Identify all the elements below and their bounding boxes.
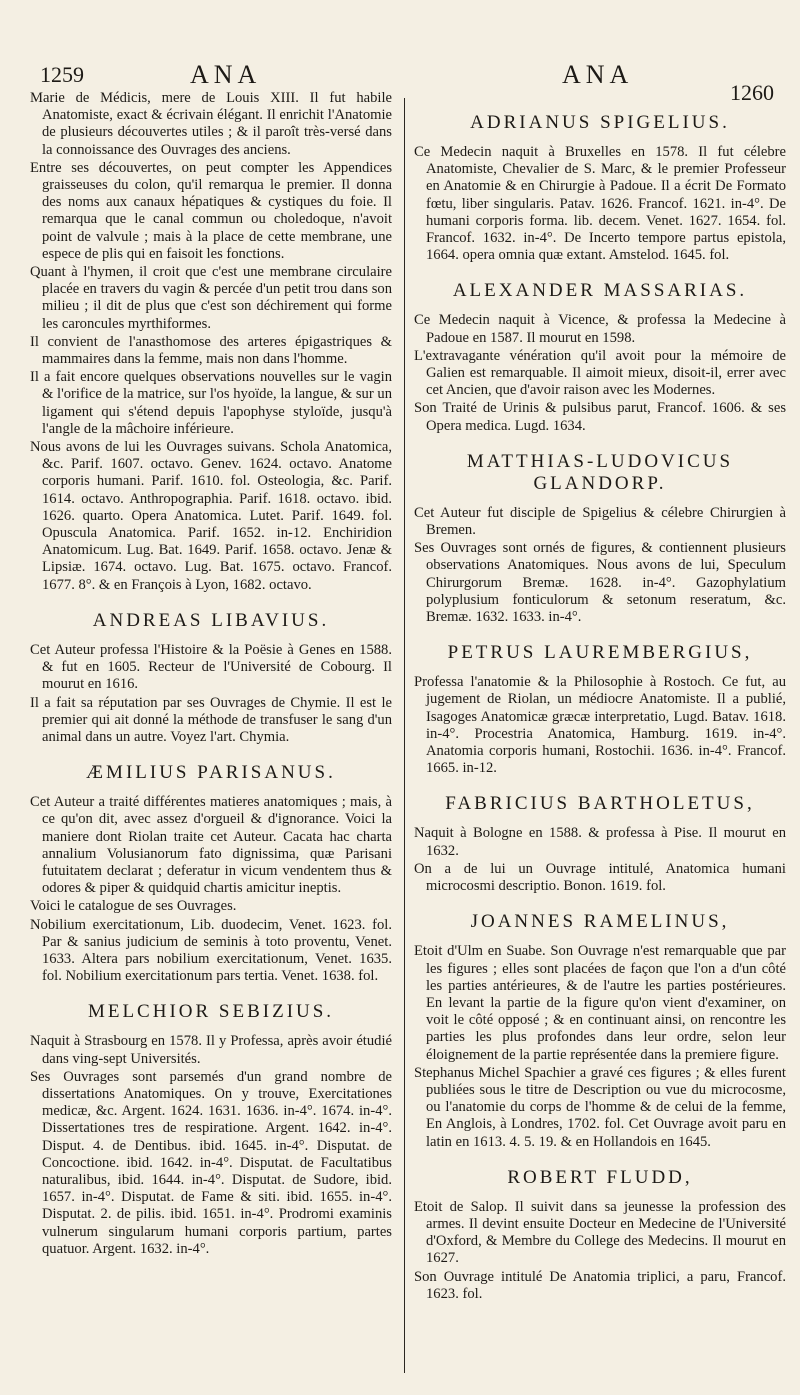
entry-paragraph: Nobilium exercitationum, Lib. duodecim, Venet. 1623. fol. Par & sanius judicium de seminis à toto proventu, Venet. 1633. Altera pars nobilium exercitationum, Venet. 1635. fol. Nobilium exercitationum pars tertia. Venet. 1638. fol. bbox=[30, 916, 392, 985]
entry-paragraph: Ce Medecin naquit à Bruxelles en 1578. Il fut célebre Anatomiste, Chevalier de S. Marc, & le premier Professeur en Anatomie & en Chirurgie à Padoue. Il a écrit De Formato fœtu, liber singularis. Patav. 1626. Francof. 1621. in-4°. De humani corporis forma. lib. decem. Venet. 1627. 1654. fol. Francof. 1632. in-4°. De Incerto tempore partus epistola, 1664. opera omnia quæ extant. Amstelod. 1645. fol. bbox=[414, 144, 786, 264]
entry-paragraph: Cet Auteur professa l'Histoire & la Poësie à Genes en 1588. & fut en 1605. Recteur de l'Université de Cobourg. Il mourut en 1616. bbox=[30, 641, 392, 693]
intro-paragraph: Il convient de l'anasthomose des arteres épigastriques & mammaires dans la femme, mais non dans l'homme. bbox=[30, 333, 392, 368]
left-running-head: ANA bbox=[190, 60, 262, 89]
intro-paragraph: Nous avons de lui les Ouvrages suivans. Schola Anatomica, &c. Parif. 1607. octavo. Genev. 1624. octavo. Anatome corporis humani. Parif. 1610. fol. Osteologia, &c. Parif. 1614. octavo. Anthropographia. Parif. 1618. octavo. ibid. 1626. quarto. Opera Anatomica. Lutet. Parif. 1649. fol. Opuscula Anatomica. Parif. 1652. in-12. Enchiridion Anatomicum. Lug. Bat. 1649. Parif. 1658. octavo. Jenæ & Lipsiæ. 1674. octavo. Lug. Bat. 1675. octavo. Francof. 1677. 8°. & en François à Lyon, 1682. octavo. bbox=[30, 439, 392, 593]
entry-title-milius-parisanus: ÆMILIUS PARISANUS. bbox=[86, 762, 336, 784]
entry-title-fabricius-bartholetus: FABRICIUS BARTHOLETUS, bbox=[445, 793, 755, 815]
entry-paragraph: L'extravagante vénération qu'il avoit pour la mémoire de Galien est remarquable. Il aimoit mieux, disoit-il, errer avec cet Ancien, que d'avoir raison avec les Modernes. bbox=[414, 347, 786, 399]
entry-paragraph: On a de lui un Ouvrage intitulé, Anatomica humani microcosmi descriptio. Bonon. 1619. fol. bbox=[414, 860, 786, 895]
entry-paragraph: Etoit de Salop. Il suivit dans sa jeunesse la profession des armes. Il devint ensuite Docteur en Medecine de l'Université d'Oxford, & Membre du College des Medecins. Il mourut en 1627. bbox=[414, 1198, 786, 1267]
right-column bbox=[414, 112, 786, 1303]
entry-paragraph: Naquit à Strasbourg en 1578. Il y Professa, après avoir étudié dans ving-sept Universités. bbox=[30, 1033, 392, 1067]
entry-paragraph: Son Ouvrage intitulé De Anatomia triplici, a paru, Francof. 1623. fol. bbox=[414, 1268, 786, 1302]
entry-title-matthias-ludovicus-glandorp: MATTHIAS-LUDOVICUS GLANDORP. bbox=[466, 450, 734, 494]
entry-paragraph: Cet Auteur a traité différentes matieres anatomiques ; mais, à ce qu'on dit, avec assez d'orgueil & d'ignorance. Voici la maniere dont Riolan traite cet Auteur. Cacata hac charta annalium Volusianorum fato dignissima, quæ Parisani futuitatem declarat ; deferatur in vicum vendentem thus & odores & piper & quidquid chartis amicitur ineptis. bbox=[30, 794, 392, 897]
entry-paragraph: Etoit d'Ulm en Suabe. Son Ouvrage n'est remarquable que par les figures ; elles sont placées de façon que l'on a d'un côté les parties antérieures, & de l'autre les parties postérieures. En levant la partie de la figure qu'on vient d'examiner, on voit le côté opposé ; & en continuant ainsi, on rencontre les parties les plus profondes dans leur ordre, selon leur éloignement de la partie représentée dans la premiere figure. bbox=[414, 943, 786, 1063]
entry-paragraph: Son Traité de Urinis & pulsibus parut, Francof. 1606. & ses Opera medica. Lugd. 1634. bbox=[414, 400, 786, 434]
entry-paragraph: Cet Auteur fut disciple de Spigelius & célebre Chirurgien à Bremen. bbox=[414, 504, 786, 539]
entry-title-melchior-sebizius: MELCHIOR SEBIZIUS. bbox=[87, 1001, 335, 1023]
right-page-number: 1260 bbox=[730, 80, 774, 105]
intro-paragraph: Quant à l'hymen, il croit que c'est une membrane circulaire placée en travers du vagin & percée d'un petit trou dans son milieu ; il dit de plus que c'est son déchirement qui forme les caroncules myrthiformes. bbox=[30, 264, 392, 332]
entry-paragraph: Ses Ouvrages sont ornés de figures, & contiennent plusieurs observations Anatomiques. Nous avons de lui, Speculum Chirurgorum Bremæ. 1628. in-4°. Gazophylatium polyplusium fonticulorum & setonum reseratum, &c. Bremæ. 1632. 1633. in-4°. bbox=[414, 540, 786, 626]
entry-paragraph: Stephanus Michel Spachier a gravé ces figures ; & elles furent publiées sous le titre de Description ou vue du microcosme, ou l'anatomie du corps de l'homme & de celui de la femme, En Anglois, à Londres, 1702. fol. Cet Ouvrage avoit paru en latin en 1613. 4. 5. 19. & en Hollandois en 1645. bbox=[414, 1064, 786, 1150]
entry-paragraph: Ses Ouvrages sont parsemés d'un grand nombre de dissertations Anatomiques. On y trouve, Exercitationes medicæ, &c. Argent. 1624. 1631. 1636. in-4°. 1674. in-4°. Dissertationes tres de respiratione. Argent. 1642. in-4°. Disput. 4. de Dentibus. ibid. 1645. in-4°. Disputat. de Concoctione. ibid. 1642. in-4°. Disputat. de Facultatibus naturalibus, ibid. 1644. in-4°. Disputat. de Sudore, ibid. 1657. in-4°. Disputat. de Fame & siti. ibid. 1655. in-4°. Disputat. 2. de pilis. ibid. 1651. in-4°. Prodromi examinis vulnerum singularum humani corporis partium, partes quatuor. Argent. 1632. in-4°. bbox=[30, 1068, 392, 1257]
entry-paragraph: Professa l'anatomie & la Philosophie à Rostoch. Ce fut, au jugement de Riolan, un médiocre Anatomiste. Il a publié, Isagoges Anatomicæ græcæ interpretatio, Lugd. Batav. 1618. in-4°. Procestria Anatomica, Hamburg. 1619. in-4°. Anatomia corporis humani, Rostochii. 1636. in-4°. Francof. 1665. in-12. bbox=[414, 674, 786, 777]
intro-paragraph: Il a fait encore quelques observations nouvelles sur le vagin & l'orifice de la matrice, sur l'os hyoïde, la langue, & sur un ligament qui s'étend depuis l'apophyse styloïde, jusqu'à l'angle de la mâchoire inférieure. bbox=[30, 369, 392, 437]
entry-paragraph: Naquit à Bologne en 1588. & professa à Pise. Il mourut en 1632. bbox=[414, 825, 786, 859]
left-column bbox=[30, 90, 392, 1258]
intro-paragraph: Entre ses découvertes, on peut compter les Appendices graisseuses du colon, qu'il remarqua le premier. Il donna des noms aux canaux hépatiques & cystiques du foie. Il remarqua que le canal commun ou choledoque, n'avoit point de valvule ; mais à la place de cette membrane, une espece de plis qui en faisoit les fonctions. bbox=[30, 159, 392, 262]
entry-paragraph: Il a fait sa réputation par ses Ouvrages de Chymie. Il est le premier qui ait donné la méthode de transfuser le sang d'un animal dans un autre. Voyez l'art. Chymia. bbox=[30, 694, 392, 745]
entry-paragraph: Ce Medecin naquit à Vicence, & professa la Medecine à Padoue en 1587. Il mourut en 1598. bbox=[414, 312, 786, 346]
entry-title-robert-fludd: ROBERT FLUDD, bbox=[507, 1166, 693, 1188]
entry-title-joannes-ramelinus: JOANNES RAMELINUS, bbox=[470, 911, 730, 933]
entry-title-andreas-libavius: ANDREAS LIBAVIUS. bbox=[92, 609, 330, 631]
right-running-head: ANA bbox=[562, 60, 634, 89]
intro-paragraph: Marie de Médicis, mere de Louis XIII. Il fut habile Anatomiste, exact & écrivain élégant. Il enrichit l'Anatomie de plusieurs découvertes utiles ; & il paroît très-versé dans la connoissance des Ouvrages des anciens. bbox=[30, 90, 392, 158]
entry-title-alexander-massarias: ALEXANDER MASSARIAS. bbox=[452, 280, 748, 302]
entry-paragraph: Voici le catalogue de ses Ouvrages. bbox=[30, 898, 237, 915]
entry-title-adrianus-spigelius: ADRIANUS SPIGELIUS. bbox=[470, 112, 730, 133]
left-page-number: 1259 bbox=[40, 62, 84, 87]
column-divider bbox=[404, 98, 405, 1373]
entry-title-petrus-laurembergius: PETRUS LAUREMBERGIUS, bbox=[447, 642, 753, 664]
